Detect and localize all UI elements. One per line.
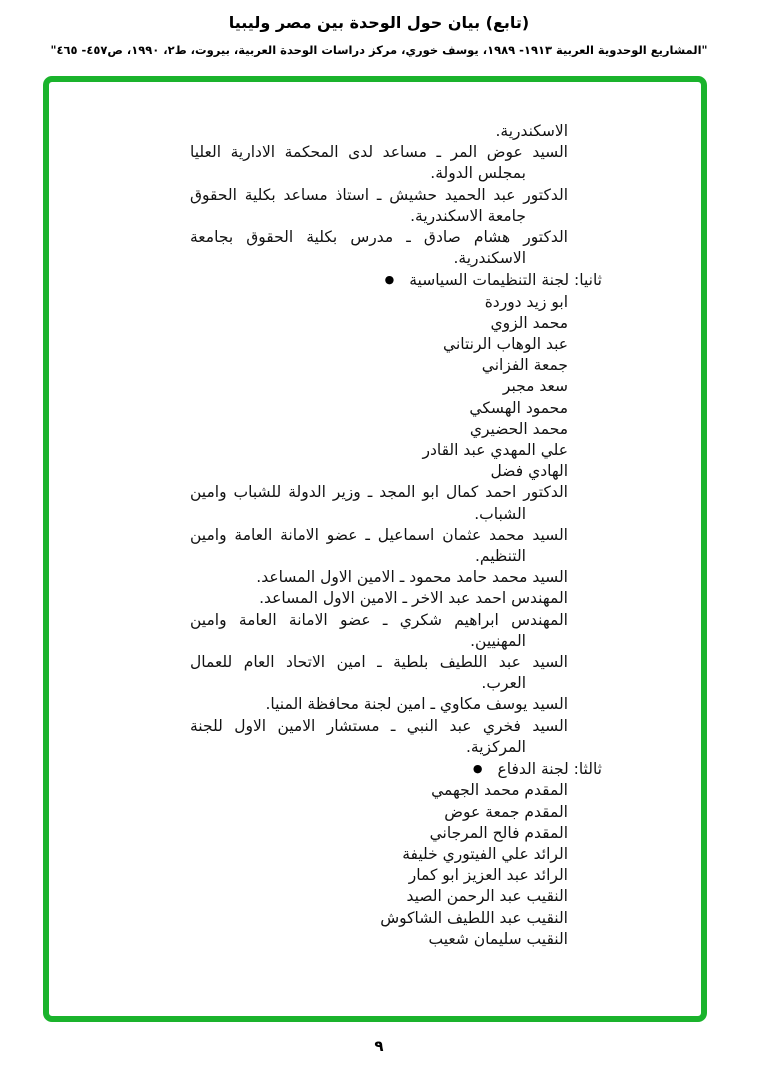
text-line: علي المهدي عبد القادر xyxy=(422,441,568,460)
text-line: السيد عوض المر ـ مساعد لدى المحكمة الادارية العليا xyxy=(190,143,568,162)
text-line: محمود الهسكي xyxy=(469,398,568,417)
text-line: النقيب عبد الرحمن الصيد xyxy=(406,887,568,906)
page-title: (تابع) بيان حول الوحدة بين مصر وليبيا xyxy=(228,13,530,32)
text-line: السيد فخري عبد النبي ـ مستشار الامين الاول للجنة xyxy=(190,716,568,735)
section-heading: ثانيا: لجنة التنظيمات السياسية● xyxy=(384,271,602,290)
text-line: النقيب سليمان شعيب xyxy=(428,929,568,948)
text-line: السيد عبد اللطيف بلطية ـ امين الاتحاد العام للعمال xyxy=(190,653,568,672)
text-line: بمجلس الدولة. xyxy=(430,164,526,183)
text-line: الشباب. xyxy=(474,504,526,523)
text-line: الاسكندرية. xyxy=(453,249,526,268)
text-line: المهندس ابراهيم شكري ـ عضو الامانة العامة وامين xyxy=(190,610,568,629)
text-line: النقيب عبد اللطيف الشاكوش xyxy=(380,908,568,927)
text-line: المقدم محمد الجهمي xyxy=(431,781,568,800)
text-line: المهنيين. xyxy=(470,631,526,650)
text-line: محمد الزوي xyxy=(490,313,568,332)
text-line: الرائد علي الفيتوري خليفة xyxy=(402,844,568,863)
text-line: الهادي فضل xyxy=(490,462,568,481)
text-line: سعد مجبر xyxy=(502,377,568,396)
bullet-icon: ● xyxy=(472,762,483,776)
text-line: محمد الحضيري xyxy=(469,419,568,438)
text-line: الدكتور هشام صادق ـ مدرس بكلية الحقوق بجامعة xyxy=(190,228,568,247)
text-line: السيد يوسف مكاوي ـ امين لجنة محافظة المنيا. xyxy=(265,695,568,714)
page-number: ٩ xyxy=(374,1037,384,1055)
text-line: العرب. xyxy=(481,674,526,693)
section-heading: ثالثا: لجنة الدفاع● xyxy=(472,760,602,779)
document-text xyxy=(190,121,602,950)
bullet-icon: ● xyxy=(384,273,395,287)
text-line: السيد محمد حامد محمود ـ الامين الاول المساعد. xyxy=(256,568,568,587)
text-line: المهندس احمد عبد الاخر ـ الامين الاول المساعد. xyxy=(259,589,568,608)
text-line: الاسكندرية. xyxy=(495,122,568,140)
text-line: جامعة الاسكندرية. xyxy=(410,206,526,225)
text-line: الرائد عبد العزيز ابو كمار xyxy=(408,866,568,885)
text-line: الدكتور عبد الحميد حشيش ـ استاذ مساعد بكلية الحقوق xyxy=(190,185,568,204)
text-line: السيد محمد عثمان اسماعيل ـ عضو الامانة العامة وامين xyxy=(190,525,568,544)
text-line: عبد الوهاب الرنتاني xyxy=(443,335,568,354)
text-line: الدكتور احمد كمال ابو المجد ـ وزير الدولة للشباب وامين xyxy=(190,483,568,502)
text-line: ابو زيد دوردة xyxy=(484,292,568,311)
text-line: جمعة الفزاني xyxy=(481,356,568,375)
text-line: المقدم فالح المرجاني xyxy=(429,823,568,842)
text-line: المقدم جمعة عوض xyxy=(444,802,568,821)
source-citation: "المشاريع الوحدوية العربية ١٩١٣- ١٩٨٩، يوسف خوري، مركز دراسات الوحدة العربية، بيروت، ط٢، ١٩٩٠، ص٤٥٧- ٤٦٥" xyxy=(50,43,708,57)
text-line: المركزية. xyxy=(465,737,526,756)
text-line: التنظيم. xyxy=(474,547,526,566)
